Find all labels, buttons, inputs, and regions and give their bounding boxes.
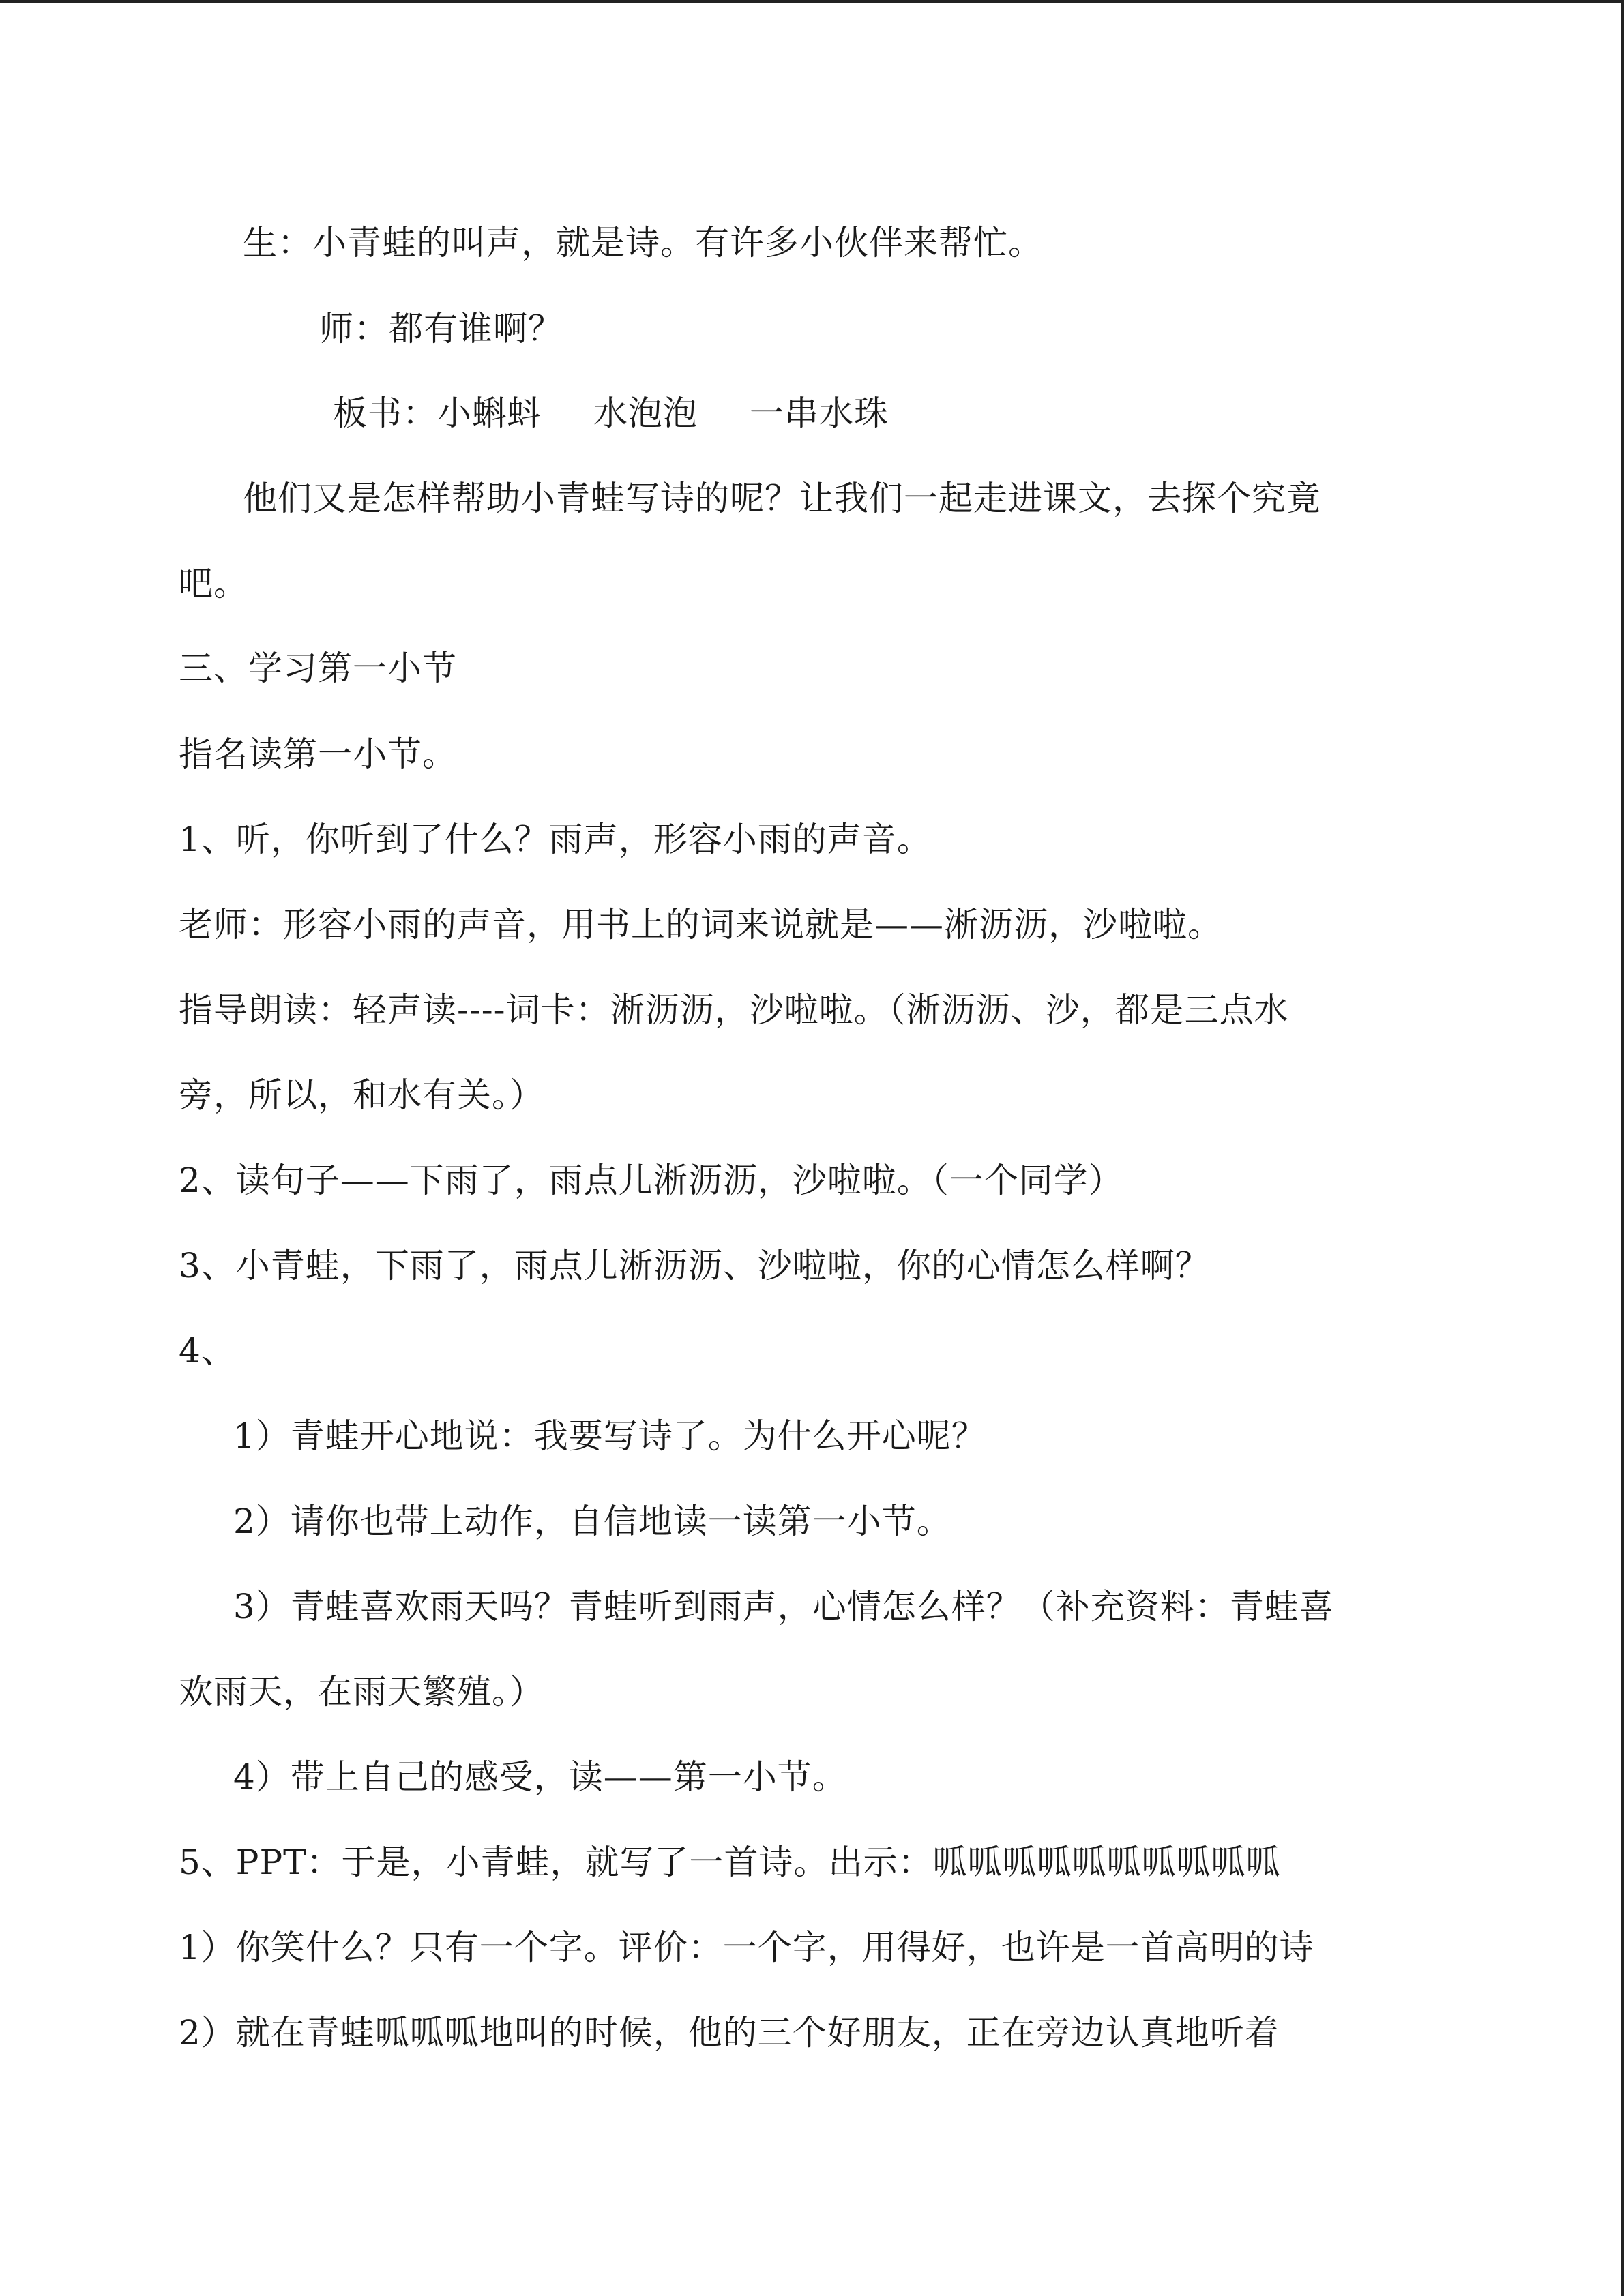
text-line: 1、听，你听到了什么？雨声，形容小雨的声音。 [179, 820, 932, 859]
text-line: 指名读第一小节。 [179, 734, 457, 774]
section-heading: 三、学习第一小节 [179, 648, 457, 688]
text-line: 4、 [179, 1331, 236, 1371]
text-line: 指导朗读：轻声读----词卡：淅沥沥，沙啦啦。（淅沥沥、沙，都是三点水 [179, 990, 1289, 1030]
blackboard-item: 一串水珠 [750, 393, 889, 433]
blackboard-line [333, 391, 1624, 435]
text-line: 3、小青蛙，下雨了，雨点儿淅沥沥、沙啦啦，你的心情怎么样啊？ [179, 1246, 1210, 1285]
text-line: 他们又是怎样帮助小青蛙写诗的呢？让我们一起走进课文，去探个究竟 [243, 479, 1321, 518]
text-line: 2）请你也带上动作，自信地读一读第一小节。 [233, 1502, 951, 1541]
text-line: 3）青蛙喜欢雨天吗？青蛙听到雨声，心情怎么样？（补充资料：青蛙喜 [233, 1587, 1334, 1626]
blackboard-item: 水泡泡 [593, 393, 698, 433]
text-line: 旁，所以，和水有关。） [179, 1075, 544, 1115]
text-line: 1）你笑什么？只有一个字。评价：一个字，用得好，也许是一首高明的诗 [179, 1928, 1314, 1967]
text-line: 欢雨天，在雨天繁殖。） [179, 1672, 544, 1712]
blackboard-item: 小蝌蚪 [437, 393, 542, 433]
text-line: 2、读句子——下雨了，雨点儿淅沥沥，沙啦啦。（一个同学） [179, 1161, 1123, 1200]
text-line: 老师：形容小雨的声音，用书上的词来说就是——淅沥沥，沙啦啦。 [179, 905, 1222, 944]
text-line: 1）青蛙开心地说：我要写诗了。为什么开心呢？ [233, 1416, 986, 1456]
text-line: 5、PPT：于是，小青蛙，就写了一首诗。出示：呱呱呱呱呱呱呱呱呱呱 [179, 1843, 1281, 1882]
text-line: 生：小青蛙的叫声，就是诗。有许多小伙伴来帮忙。 [243, 223, 1043, 263]
text-line: 4）带上自己的感受，读——第一小节。 [233, 1757, 847, 1797]
text-line: 吧。 [179, 564, 248, 603]
blackboard-label: 板书： [333, 393, 437, 433]
text-line: 师：都有谁啊？ [319, 309, 563, 348]
text-line: 2）就在青蛙呱呱呱地叫的时候，他的三个好朋友，正在旁边认真地听着 [179, 2013, 1280, 2053]
